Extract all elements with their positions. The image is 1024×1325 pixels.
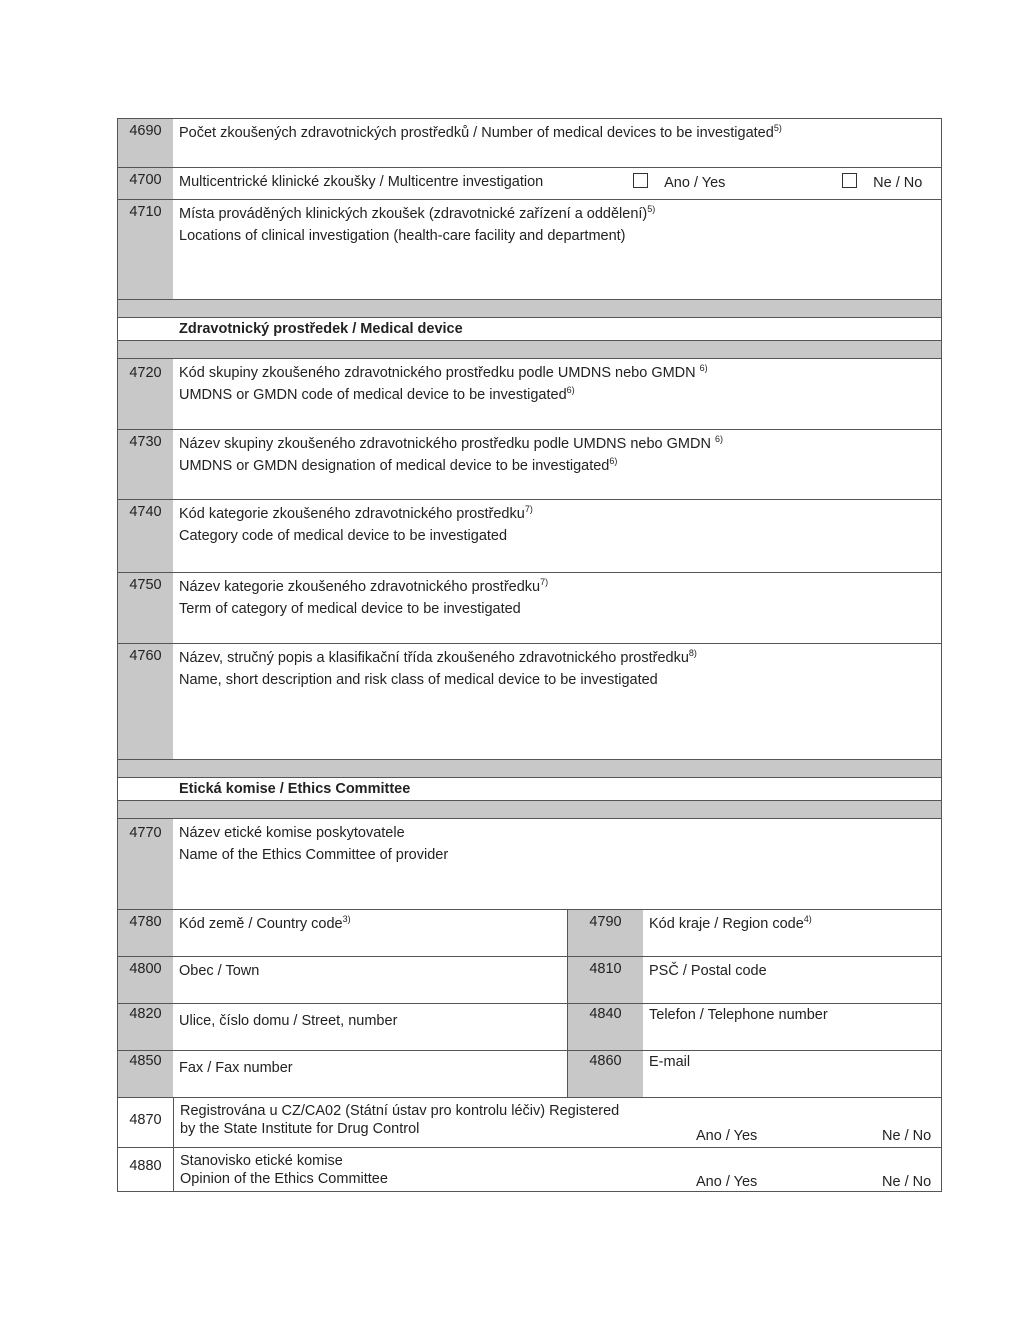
- field-4780[interactable]: [173, 910, 568, 956]
- field-4850[interactable]: [173, 1051, 568, 1097]
- footnote-ref: 4): [803, 914, 812, 924]
- field-number: 4770: [118, 819, 173, 909]
- field-label-en: UMDNS or GMDN designation of medical device to be investigated: [179, 458, 610, 474]
- field-number: 4720: [118, 359, 173, 429]
- field-label-en: Locations of clinical investigation (health-care facility and department): [179, 228, 626, 244]
- option-yes[interactable]: Ano / Yes: [696, 1174, 758, 1190]
- field-4750[interactable]: [173, 573, 941, 643]
- footnote-ref: 6): [566, 385, 575, 395]
- field-number: 4850: [118, 1051, 173, 1097]
- field-label-en: UMDNS or GMDN code of medical device to be investigated: [179, 387, 567, 403]
- field-4700: [173, 168, 941, 199]
- field-label-cz: Název skupiny zkoušeného zdravotnického prostředku podle UMDNS nebo GMDN: [179, 436, 711, 452]
- option-yes[interactable]: [633, 172, 725, 194]
- field-4770[interactable]: [173, 819, 941, 909]
- section-header-device: [117, 317, 942, 340]
- field-label: Telefon / Telephone number: [649, 1007, 828, 1023]
- field-label-cz: Název, stručný popis a klasifikační třída zkoušeného zdravotnického prostředku: [179, 650, 689, 666]
- field-number: 4790: [568, 910, 643, 956]
- field-number: 4690: [118, 119, 173, 167]
- field-number: 4750: [118, 573, 173, 643]
- separator-bar: [117, 299, 942, 317]
- field-number: 4730: [118, 430, 173, 499]
- field-number: 4800: [118, 957, 173, 1003]
- field-label-cz: Kód kategorie zkoušeného zdravotnického prostředku: [179, 506, 525, 522]
- field-number: 4880: [118, 1148, 173, 1191]
- checkbox-yes[interactable]: [633, 173, 648, 188]
- option-yes[interactable]: Ano / Yes: [696, 1128, 758, 1144]
- field-label-en: Opinion of the Ethics Committee: [180, 1171, 388, 1187]
- field-4870: [173, 1098, 941, 1147]
- field-number: 4840: [568, 1004, 643, 1050]
- footnote-ref: 8): [688, 648, 697, 658]
- field-label-cz: Název kategorie zkoušeného zdravotnického prostředku: [179, 579, 541, 595]
- field-label: Ulice, číslo domu / Street, number: [179, 1013, 398, 1029]
- row-4700: [117, 167, 942, 199]
- field-label: Obec / Town: [179, 963, 260, 979]
- field-4820[interactable]: [173, 1004, 568, 1050]
- footnote-ref: 6): [609, 456, 618, 466]
- row-4800-4810: [117, 956, 942, 1003]
- field-number: 4710: [118, 200, 173, 299]
- separator-bar: [117, 759, 942, 777]
- field-label-en: by the State Institute for Drug Control: [180, 1121, 420, 1137]
- footnote-ref: 7): [524, 504, 533, 514]
- field-number: 4860: [568, 1051, 643, 1097]
- field-label-cz: Název etické komise poskytovatele: [179, 825, 405, 841]
- field-4730[interactable]: [173, 430, 941, 499]
- field-label-cz: Místa prováděných klinických zkoušek (zdravotnické zařízení a oddělení): [179, 206, 648, 222]
- option-yes-label: Ano / Yes: [664, 175, 726, 191]
- row-4770: [117, 818, 942, 909]
- field-label: Kód kraje / Region code: [649, 916, 804, 932]
- field-4720[interactable]: [173, 359, 941, 429]
- option-no[interactable]: Ne / No: [882, 1174, 932, 1190]
- field-label: Multicentrické klinické zkoušky / Multicentre investigation: [179, 174, 544, 190]
- field-number: 4740: [118, 500, 173, 572]
- field-number: 4820: [118, 1004, 173, 1050]
- section-spacer: [118, 318, 173, 340]
- field-number: 4760: [118, 644, 173, 759]
- field-label-en: Name, short description and risk class of medical device to be investigated: [179, 672, 658, 688]
- field-label: Počet zkoušených zdravotnických prostředků / Number of medical devices to be investigated: [179, 125, 774, 141]
- field-label-cz: Stanovisko etické komise: [180, 1153, 343, 1169]
- field-label: Fax / Fax number: [179, 1060, 293, 1076]
- field-4860[interactable]: [643, 1051, 941, 1097]
- field-number: 4780: [118, 910, 173, 956]
- checkbox-no[interactable]: [842, 173, 857, 188]
- field-label-cz: Registrována u CZ/CA02 (Státní ústav pro kontrolu léčiv) Registered: [180, 1103, 620, 1119]
- field-4760[interactable]: [173, 644, 941, 759]
- field-4710[interactable]: [173, 200, 941, 299]
- field-4880: [173, 1148, 941, 1191]
- row-4730: [117, 429, 942, 499]
- field-number: 4810: [568, 957, 643, 1003]
- row-4710: [117, 199, 942, 299]
- field-4800[interactable]: [173, 957, 568, 1003]
- footnote-ref: 7): [540, 577, 549, 587]
- field-label-en: Term of category of medical device to be investigated: [179, 601, 521, 617]
- row-4870: [117, 1097, 942, 1147]
- row-4780-4790: [117, 909, 942, 956]
- section-title: Zdravotnický prostředek / Medical device: [179, 321, 463, 337]
- footnote-ref: 6): [714, 434, 723, 444]
- footnote-ref: 5): [647, 204, 656, 214]
- row-4850-4860: [117, 1050, 942, 1097]
- application-form: [117, 118, 942, 1192]
- field-4790[interactable]: [643, 910, 941, 956]
- section-header-ethics: [117, 777, 942, 800]
- row-4690: [117, 118, 942, 167]
- option-no[interactable]: [842, 172, 922, 194]
- field-label: Kód země / Country code: [179, 916, 343, 932]
- field-4690[interactable]: [173, 119, 941, 167]
- field-label: PSČ / Postal code: [649, 963, 767, 979]
- row-4750: [117, 572, 942, 643]
- option-no-label: Ne / No: [873, 175, 923, 191]
- field-number: 4870: [118, 1098, 173, 1147]
- field-4740[interactable]: [173, 500, 941, 572]
- row-4740: [117, 499, 942, 572]
- option-no[interactable]: Ne / No: [882, 1128, 932, 1144]
- field-4810[interactable]: [643, 957, 941, 1003]
- field-label: E-mail: [649, 1054, 691, 1070]
- row-4720: [117, 358, 942, 429]
- field-label-cz: Kód skupiny zkoušeného zdravotnického prostředku podle UMDNS nebo GMDN: [179, 365, 696, 381]
- footnote-ref: 3): [342, 914, 351, 924]
- separator-bar: [117, 800, 942, 818]
- row-4880: [117, 1147, 942, 1192]
- field-number: 4700: [118, 168, 173, 199]
- row-4820-4840: [117, 1003, 942, 1050]
- field-label-en: Category code of medical device to be investigated: [179, 528, 508, 544]
- footnote-ref: 6): [699, 363, 708, 373]
- footnote-ref: 5): [773, 123, 782, 133]
- field-4840[interactable]: [643, 1004, 941, 1050]
- section-spacer: [118, 778, 173, 800]
- section-title: Etická komise / Ethics Committee: [179, 781, 411, 797]
- field-label-en: Name of the Ethics Committee of provider: [179, 847, 449, 863]
- row-4760: [117, 643, 942, 759]
- separator-bar: [117, 340, 942, 358]
